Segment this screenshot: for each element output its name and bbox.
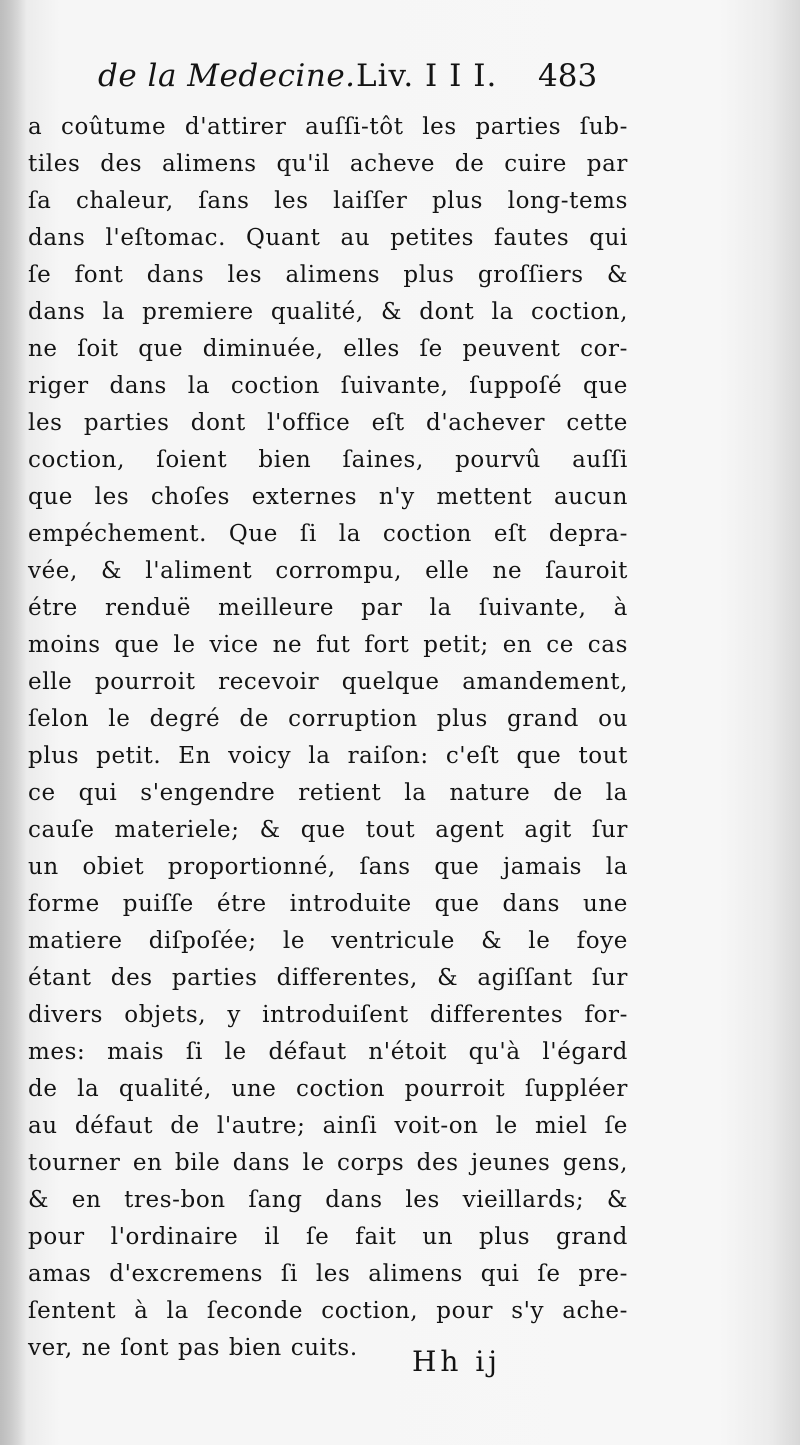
running-title: de la Medecine. — [98, 58, 356, 94]
text-line: que les choſes externes n'y mettent aucun — [28, 484, 628, 510]
text-line: les parties dont l'office eſt d'achever cette — [28, 410, 628, 436]
text-line: a coûtume d'attirer auſſi-tôt les parties ſub- — [28, 114, 628, 140]
text-line: tiles des alimens qu'il acheve de cuire par — [28, 151, 628, 177]
text-line: dans la premiere qualité, & dont la coction, — [28, 299, 628, 325]
text-line-last: ver, ne ſont pas bien cuits. — [28, 1335, 358, 1361]
text-line: plus petit. En voicy la raiſon: c'eſt que tout — [28, 743, 628, 769]
text-line: ſentent à la ſeconde coction, pour s'y ache- — [28, 1298, 628, 1324]
text-line: coction, ſoient bien ſaines, pourvû auſſi — [28, 447, 628, 473]
text-line: amas d'excremens ſi les alimens qui ſe pre- — [28, 1261, 628, 1287]
signature-mark: Hh ij — [412, 1345, 501, 1378]
text-line: divers objets, y introduiſent differentes for- — [28, 1002, 628, 1028]
body-text — [28, 109, 628, 1367]
text-line: mes: mais ſi le défaut n'étoit qu'à l'égard — [28, 1039, 628, 1065]
text-line: riger dans la coction ſuivante, ſuppoſé que — [28, 373, 628, 399]
text-line: empéchement. Que ſi la coction eſt depra- — [28, 521, 628, 547]
text-line: elle pourroit recevoir quelque amandement, — [28, 669, 628, 695]
text-line: de la qualité, une coction pourroit ſuppléer — [28, 1076, 628, 1102]
text-line: un obiet proportionné, ſans que jamais la — [28, 854, 628, 880]
text-line: & en tres-bon ſang dans les vieillards; & — [28, 1187, 628, 1213]
text-line: pour l'ordinaire il ſe fait un plus grand — [28, 1224, 628, 1250]
text-line: moins que le vice ne fut fort petit; en ce cas — [28, 632, 628, 658]
text-line: ſelon le degré de corruption plus grand ou — [28, 706, 628, 732]
text-line: cauſe materiele; & que tout agent agit ſur — [28, 817, 628, 843]
text-line: ce qui s'engendre retient la nature de la — [28, 780, 628, 806]
text-line: tourner en bile dans le corps des jeunes gens, — [28, 1150, 628, 1176]
text-line: ſa chaleur, ſans les laiſſer plus long-tems — [28, 188, 628, 214]
text-line: forme puiſſe étre introduite que dans une — [28, 891, 628, 917]
text-line: matiere diſpoſée; le ventricule & le foye — [28, 928, 628, 954]
text-line: étant des parties differentes, & agiſſant ſur — [28, 965, 628, 991]
page-number: 483 — [538, 58, 598, 94]
book-reference: Liv. I I I. — [356, 58, 498, 94]
text-line: vée, & l'aliment corrompu, elle ne ſauroit — [28, 558, 628, 584]
text-line: au défaut de l'autre; ainſi voit-on le miel ſe — [28, 1113, 628, 1139]
text-line: ſe font dans les alimens plus groſſiers & — [28, 262, 628, 288]
text-line: ne ſoit que diminuée, elles ſe peuvent cor- — [28, 336, 628, 362]
text-line: dans l'eſtomac. Quant au petites fautes qui — [28, 225, 628, 251]
text-line: étre renduë meilleure par la ſuivante, à — [28, 595, 628, 621]
page-header — [98, 58, 610, 108]
